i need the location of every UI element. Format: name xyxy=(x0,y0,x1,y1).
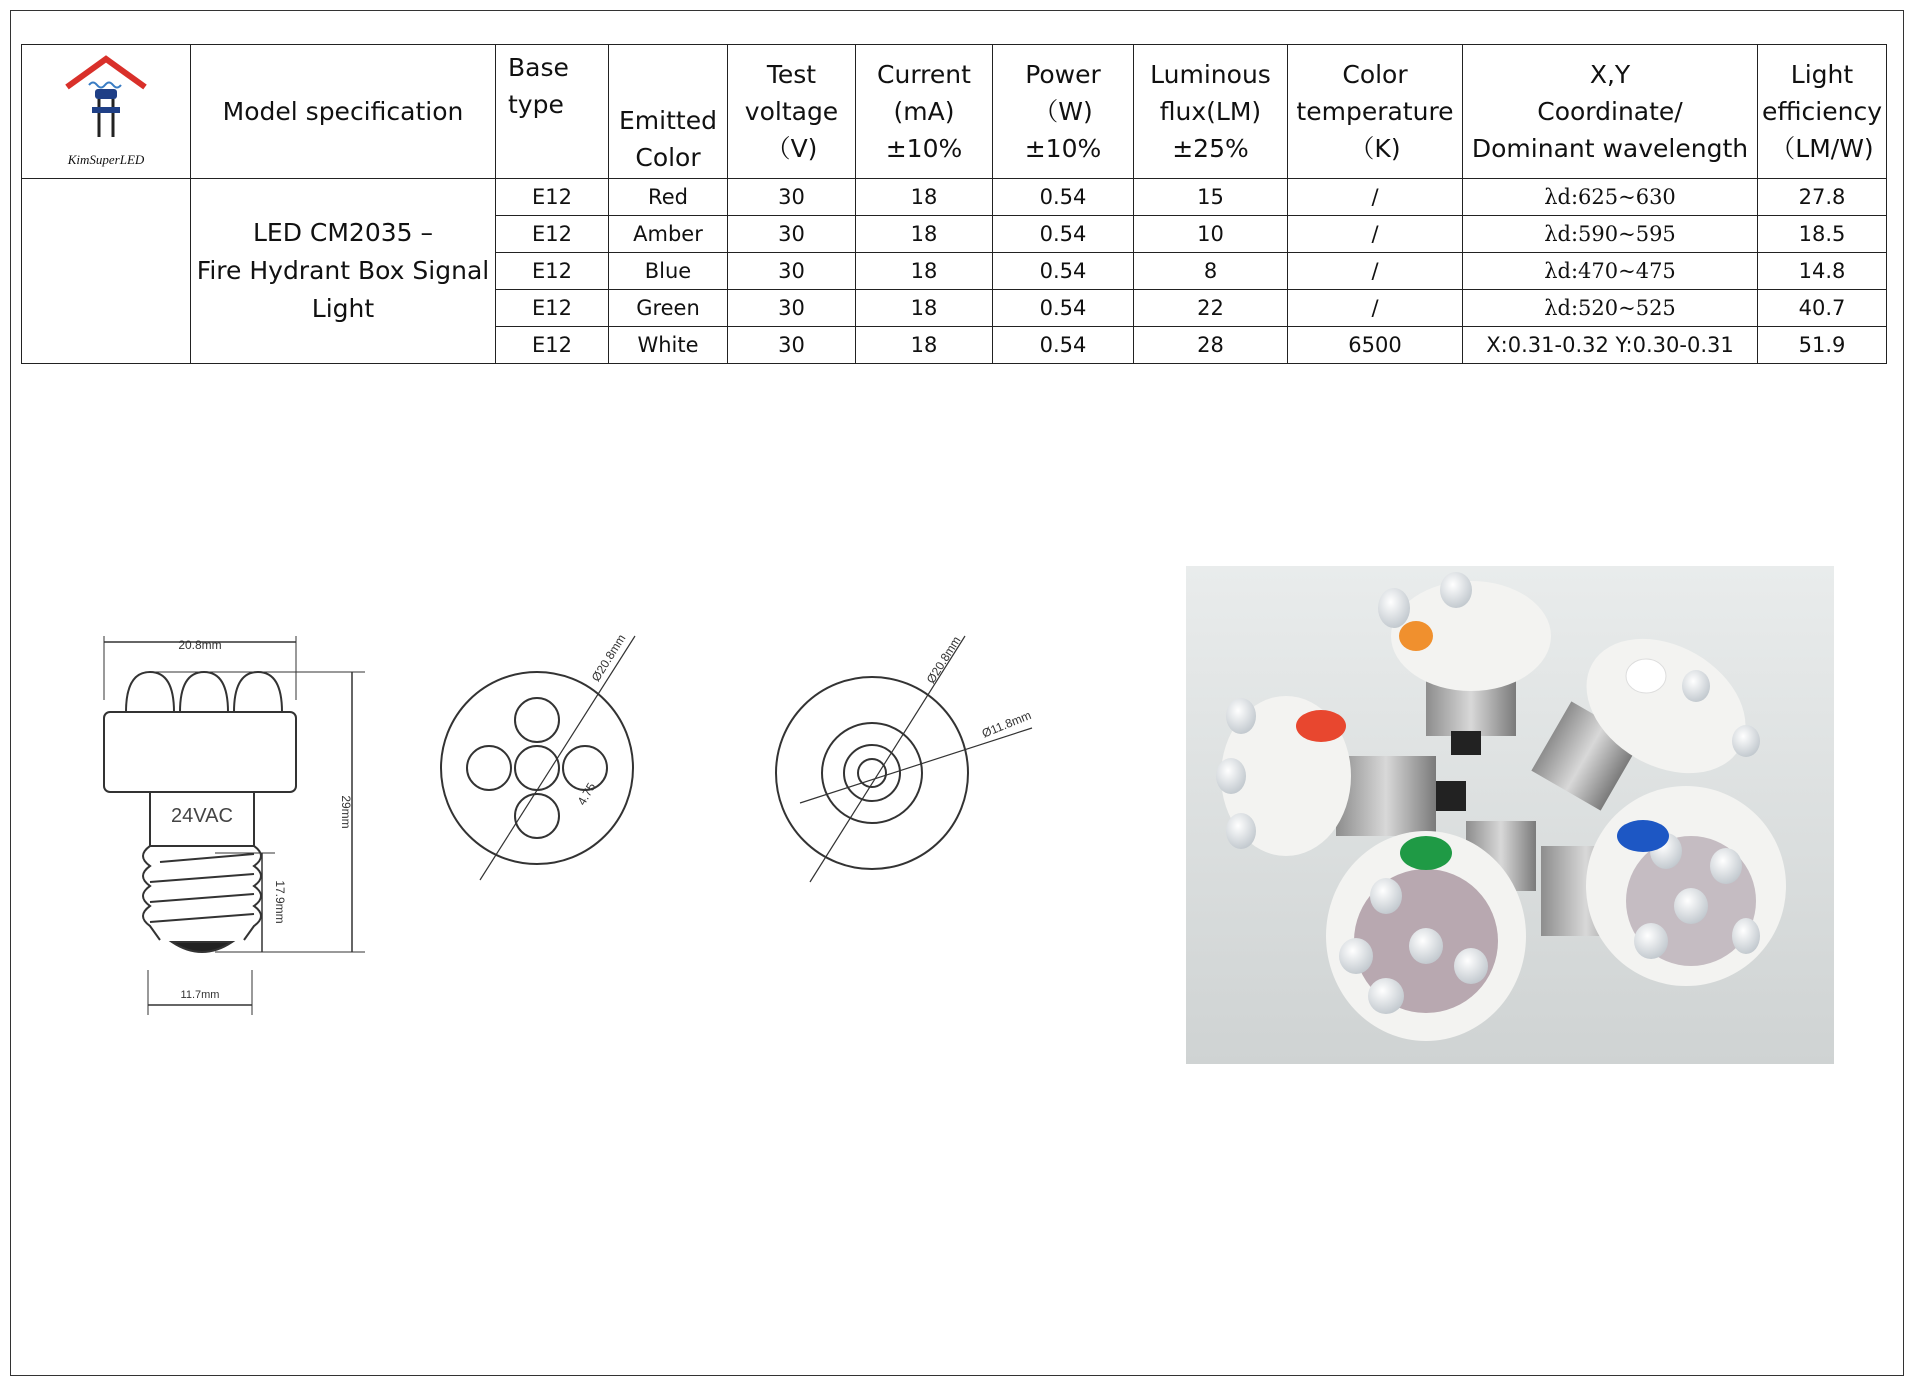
cell-color: Amber xyxy=(609,216,728,253)
header-efficiency-line1: Light xyxy=(1790,60,1854,89)
header-coord-line1: X,Y xyxy=(1589,60,1631,89)
header-base-line1: Base xyxy=(508,53,569,82)
cell-coord: X:0.31-0.32 Y:0.30-0.31 xyxy=(1463,327,1758,364)
cell-coord: λd:625~630 xyxy=(1463,179,1758,216)
bottom-diameter-label: Ø20.8mm xyxy=(923,633,964,686)
bottom-view-drawing xyxy=(760,630,1060,890)
header-emitted-line2: Color xyxy=(635,143,701,172)
header-flux-line1: Luminous xyxy=(1150,60,1271,89)
side-voltage-label: 24VAC xyxy=(171,805,233,827)
model-name-line3: Light xyxy=(311,294,375,323)
blue-dot xyxy=(1617,820,1669,852)
header-test-voltage xyxy=(728,45,856,179)
cell-efficiency: 14.8 xyxy=(1758,253,1887,290)
cell-flux: 10 xyxy=(1134,216,1288,253)
cell-current: 18 xyxy=(856,179,993,216)
cell-color: Green xyxy=(609,290,728,327)
spec-table xyxy=(21,44,1887,364)
top-view-drawing xyxy=(430,630,650,890)
header-efficiency-line2: efficiency xyxy=(1761,97,1882,126)
side-view-drawing xyxy=(90,630,380,1030)
top-spacing-label: 4.75 xyxy=(574,780,599,808)
header-emitted-line1: Emitted xyxy=(619,106,717,135)
cell-base: E12 xyxy=(496,253,609,290)
cell-efficiency: 18.5 xyxy=(1758,216,1887,253)
red-dot xyxy=(1296,710,1346,742)
cell-flux: 15 xyxy=(1134,179,1288,216)
cell-current: 18 xyxy=(856,327,993,364)
header-power-line2: （W) xyxy=(1033,97,1093,126)
header-temp-line2: temperature xyxy=(1296,97,1454,126)
cell-voltage: 30 xyxy=(728,290,856,327)
cell-flux: 22 xyxy=(1134,290,1288,327)
side-width-label: 20.8mm xyxy=(178,638,222,652)
logo-cell xyxy=(22,45,191,179)
cell-power: 0.54 xyxy=(993,290,1134,327)
cell-color: Blue xyxy=(609,253,728,290)
cell-color: Red xyxy=(609,179,728,216)
header-temp-line1: Color xyxy=(1342,60,1408,89)
cell-base: E12 xyxy=(496,216,609,253)
cell-power: 0.54 xyxy=(993,216,1134,253)
cell-color: White xyxy=(609,327,728,364)
header-row xyxy=(22,45,1887,179)
cell-coord: λd:470~475 xyxy=(1463,253,1758,290)
header-flux-line2: flux(LM) xyxy=(1159,97,1262,126)
cell-current: 18 xyxy=(856,290,993,327)
model-name-line1: LED CM2035 – xyxy=(252,218,434,247)
cell-base: E12 xyxy=(496,327,609,364)
side-base-width-label: 11.7mm xyxy=(180,989,220,1001)
header-light-efficiency xyxy=(1758,45,1887,179)
cell-base: E12 xyxy=(496,179,609,216)
header-temp-line3: （K) xyxy=(1349,134,1401,163)
header-coordinate xyxy=(1463,45,1758,179)
cell-flux: 28 xyxy=(1134,327,1288,364)
header-base-type xyxy=(496,45,609,179)
header-voltage-line2: voltage xyxy=(744,97,839,126)
cell-efficiency: 51.9 xyxy=(1758,327,1887,364)
side-base-height-label: 17.9mm xyxy=(273,880,287,924)
top-diameter-label: Ø20.8mm xyxy=(588,631,629,684)
header-flux-line3: ±25% xyxy=(1172,134,1249,163)
product-photo xyxy=(1186,566,1834,1064)
cell-temp: / xyxy=(1288,179,1463,216)
amber-dot xyxy=(1399,621,1433,651)
cell-efficiency: 27.8 xyxy=(1758,179,1887,216)
cell-temp: / xyxy=(1288,216,1463,253)
header-power-line1: Power xyxy=(1025,60,1101,89)
logo-text: KimSuperLED xyxy=(67,152,145,167)
cell-flux: 8 xyxy=(1134,253,1288,290)
header-power xyxy=(993,45,1134,179)
cell-power: 0.54 xyxy=(993,327,1134,364)
header-current-line1: Current xyxy=(877,60,971,89)
cell-voltage: 30 xyxy=(728,216,856,253)
header-voltage-line1: Test xyxy=(766,60,817,89)
green-dot xyxy=(1400,836,1452,870)
header-emitted-color xyxy=(609,45,728,179)
cell-temp: / xyxy=(1288,253,1463,290)
header-color-temperature xyxy=(1288,45,1463,179)
cell-coord: λd:590~595 xyxy=(1463,216,1758,253)
side-height-label: 29mm xyxy=(339,795,353,829)
cell-power: 0.54 xyxy=(993,253,1134,290)
header-current-line2: (mA) xyxy=(893,97,955,126)
cell-coord: λd:520~525 xyxy=(1463,290,1758,327)
header-current xyxy=(856,45,993,179)
cell-current: 18 xyxy=(856,253,993,290)
white-dot xyxy=(1626,659,1666,693)
header-current-line3: ±10% xyxy=(885,134,963,163)
cell-base: E12 xyxy=(496,290,609,327)
cell-temp: / xyxy=(1288,290,1463,327)
bottom-inner-label: Ø11.8mm xyxy=(979,708,1034,741)
cell-voltage: 30 xyxy=(728,253,856,290)
logo-spacer-cell xyxy=(22,179,191,364)
model-name-cell xyxy=(191,179,496,364)
header-base-line2: type xyxy=(508,90,564,119)
header-coord-line2: Coordinate/ xyxy=(1537,97,1683,126)
cell-current: 18 xyxy=(856,216,993,253)
cell-voltage: 30 xyxy=(728,327,856,364)
header-power-line3: ±10% xyxy=(1024,134,1102,163)
model-name-line2: Fire Hydrant Box Signal xyxy=(196,256,490,285)
cell-power: 0.54 xyxy=(993,179,1134,216)
cell-temp: 6500 xyxy=(1288,327,1463,364)
header-efficiency-line3: （LM/W) xyxy=(1770,134,1874,163)
cell-voltage: 30 xyxy=(728,179,856,216)
header-luminous-flux xyxy=(1134,45,1288,179)
table-row xyxy=(22,179,1887,216)
header-coord-line3: Dominant wavelength xyxy=(1471,134,1749,163)
kimsuperled-logo-icon xyxy=(61,45,151,141)
cell-efficiency: 40.7 xyxy=(1758,290,1887,327)
header-voltage-line3: （V) xyxy=(765,134,818,163)
header-model: Model specification xyxy=(191,45,496,179)
